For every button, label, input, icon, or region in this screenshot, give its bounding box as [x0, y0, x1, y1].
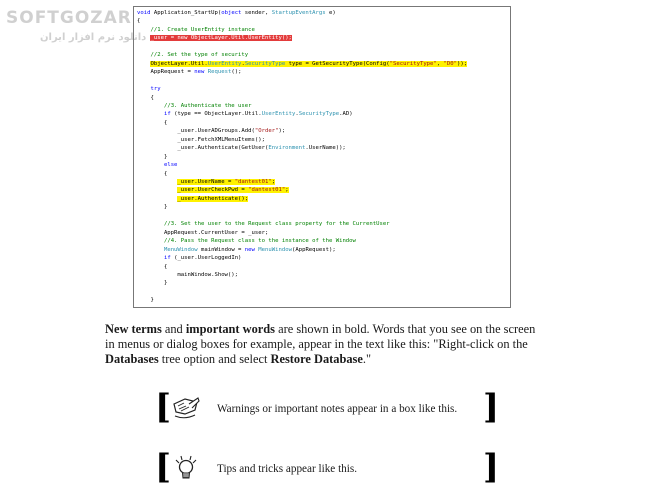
- code-line: [137, 94, 154, 102]
- code-token: AppRequest =: [137, 69, 195, 76]
- code-token: }: [137, 153, 168, 160]
- code-line: [137, 254, 241, 262]
- code-token: [137, 255, 164, 261]
- code-line: [137, 161, 177, 169]
- code-token: {: [137, 170, 168, 177]
- code-token: if: [163, 111, 171, 118]
- code-token: "dantest01": [234, 179, 272, 185]
- code-token: [137, 61, 150, 67]
- code-token: mainWindow =: [197, 246, 245, 253]
- code-line: [137, 271, 238, 279]
- code-token: [137, 103, 164, 109]
- tip-note-box: [155, 447, 500, 490]
- code-token: Environment: [268, 145, 306, 152]
- code-token: "dantest01": [248, 187, 286, 194]
- code-token: .AD): [339, 111, 353, 118]
- code-token: [137, 179, 177, 185]
- code-line: [137, 110, 353, 118]
- code-line: [137, 178, 275, 186]
- bold-term: Restore Database: [270, 352, 363, 366]
- bracket-right: ]: [483, 447, 500, 487]
- code-token: "SecurityType": [389, 60, 437, 67]
- code-token: SecurityType: [244, 60, 286, 67]
- bold-term: New terms: [105, 322, 162, 336]
- code-token: (type == ObjectLayer.Util.: [170, 111, 262, 118]
- paragraph-text: are shown in bold. Words that you see on the screen in menus or dialog boxes for example, appear in the text like this: "Right-click on the: [105, 322, 536, 351]
- code-line: [137, 119, 167, 127]
- code-token: _user.UserName =: [177, 179, 235, 185]
- code-token: //4. Pass the Request class to the instance of the Window: [163, 238, 356, 245]
- warning-note-box: [155, 387, 500, 430]
- code-token: SecurityType: [298, 111, 340, 118]
- paragraph-text: tree option and select: [158, 352, 271, 366]
- code-token: //1. Create UserEntity instance: [150, 26, 255, 33]
- code-token: _user.Authenticate(GetUser(: [137, 145, 269, 152]
- code-line: [137, 263, 167, 271]
- code-token: MenuWindow: [163, 246, 198, 253]
- code-line: [137, 34, 292, 42]
- code-token: _user.UserADGroups.Add(: [137, 128, 255, 135]
- code-token: StartupEventArgs: [271, 10, 326, 16]
- code-token: try: [150, 86, 161, 93]
- code-token: _user.UserCheckPwd =: [177, 187, 249, 194]
- code-token: .UserName));: [305, 145, 346, 152]
- lightbulb-icon: [171, 454, 201, 482]
- code-token: if: [163, 255, 171, 262]
- code-token: [137, 221, 164, 227]
- code-token: MenuWindow: [258, 246, 292, 253]
- code-line: [137, 17, 140, 25]
- code-token: [137, 162, 164, 168]
- code-token: UserEntity: [207, 60, 242, 67]
- code-token: mainWindow.Show();: [137, 271, 239, 278]
- code-line: [137, 85, 161, 93]
- code-token: [137, 111, 164, 117]
- code-token: .: [295, 111, 299, 118]
- code-token: sender,: [241, 10, 272, 16]
- code-token: );: [278, 128, 286, 135]
- code-line: [137, 186, 289, 194]
- bracket-left: [: [155, 387, 172, 427]
- body-paragraph: [105, 322, 545, 367]
- code-token: {: [137, 119, 168, 126]
- code-token: [137, 238, 164, 244]
- warning-note-text: Warnings or important notes appear in a box like this.: [217, 403, 458, 415]
- code-token: Application_StartUp(: [150, 10, 222, 16]
- code-token: }: [137, 204, 168, 211]
- code-token: ;: [271, 179, 276, 185]
- code-token: {: [137, 94, 154, 101]
- code-token: ));: [457, 60, 468, 67]
- code-token: ,: [436, 60, 444, 67]
- code-token: UserEntity: [261, 111, 296, 118]
- paragraph-text: and: [161, 322, 186, 336]
- code-line: [137, 153, 167, 161]
- code-token: AppRequest.CurrentUser = _user;: [137, 229, 269, 236]
- warning-hand-icon: [171, 394, 201, 422]
- code-token: else: [163, 162, 178, 169]
- code-line: [137, 26, 255, 34]
- code-line: [137, 170, 167, 178]
- code-line: [137, 296, 154, 304]
- code-token: ObjectLayer.Util.: [150, 60, 208, 67]
- code-line: [137, 9, 336, 17]
- code-token: {: [137, 263, 168, 270]
- watermark-main: SOFTGOZAR: [6, 8, 132, 28]
- code-line: [137, 246, 336, 254]
- code-token: [137, 27, 150, 33]
- watermark-sub: دانلود نرم افزار ایران: [40, 32, 147, 43]
- bracket-left: [: [155, 447, 172, 487]
- code-token: Request: [207, 69, 232, 76]
- code-line: [137, 237, 356, 245]
- code-token: [137, 247, 164, 253]
- code-token: ();: [231, 69, 242, 76]
- bold-term: important words: [185, 322, 276, 336]
- bold-term: Databases: [105, 352, 159, 366]
- code-line: [137, 279, 167, 287]
- code-token: e): [325, 10, 336, 16]
- code-token: _user.Authenticate();: [177, 195, 249, 202]
- code-token: object: [221, 10, 242, 16]
- code-line: [137, 144, 346, 152]
- code-token: void: [137, 10, 151, 16]
- code-token: ;: [285, 187, 289, 194]
- code-line: [137, 220, 390, 228]
- code-line: [137, 68, 241, 76]
- code-token: //3. Set the user to the Request class property for the CurrentUser: [163, 221, 390, 228]
- code-token: //3. Authenticate the user: [163, 102, 252, 109]
- code-token: "Order": [254, 128, 279, 135]
- code-line: [137, 60, 467, 68]
- code-token: [137, 35, 150, 41]
- code-token: _user.FetchXMLMenuItems();: [137, 136, 265, 143]
- tip-note-text: Tips and tricks appear like this.: [217, 463, 358, 475]
- code-line: [137, 127, 285, 135]
- code-listing: [133, 6, 511, 308]
- code-token: .: [241, 60, 245, 67]
- code-line: [137, 195, 248, 203]
- code-token: [137, 187, 177, 193]
- code-token: type = GetSecurityType(Config(: [285, 60, 390, 67]
- code-token: }: [137, 280, 168, 287]
- code-line: [137, 136, 265, 144]
- code-token: "D0": [443, 60, 458, 67]
- code-line: [137, 229, 268, 237]
- code-token: (AppRequest);: [291, 246, 336, 253]
- code-token: [137, 52, 150, 58]
- code-token: //2. Set the type of security: [150, 52, 249, 59]
- bracket-right: ]: [483, 387, 500, 427]
- code-line: [137, 51, 248, 59]
- code-token: [137, 86, 150, 92]
- code-line: [137, 203, 167, 211]
- code-token: {: [137, 18, 141, 25]
- paragraph-text: .": [362, 352, 372, 366]
- code-token: }: [137, 297, 154, 304]
- code-token: new: [194, 69, 205, 76]
- code-token: [137, 196, 177, 202]
- code-token: new: [244, 246, 255, 253]
- code-line: [137, 102, 252, 110]
- code-token: (_user.UserLoggedIn): [170, 255, 242, 262]
- code-token: _user = new ObjectLayer.Util.UserEntity();: [150, 35, 292, 42]
